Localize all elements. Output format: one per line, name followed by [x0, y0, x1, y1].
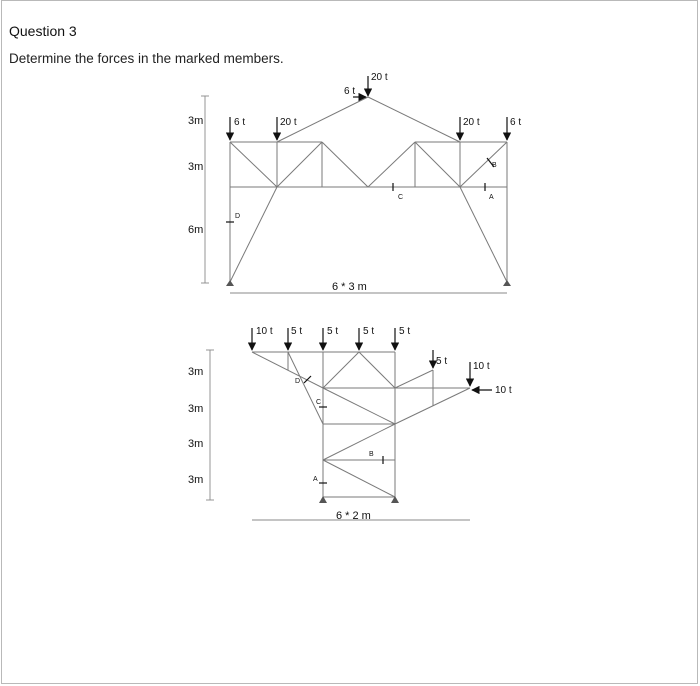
truss-2-height-2: 3m [188, 403, 204, 415]
truss-1-member-b: B [492, 162, 497, 169]
truss-1-support-left [226, 280, 234, 286]
truss-2-member-c: C [316, 399, 322, 406]
truss-2-label-load-1: 10 t [256, 326, 273, 337]
truss-2-label-right-horizontal: 10 t [495, 385, 512, 396]
truss-2-member-d: D [295, 378, 301, 385]
truss-1-height-3: 6m [188, 224, 204, 236]
truss-2-members [252, 352, 470, 497]
truss-2-label-right-1: 5 t [436, 356, 448, 367]
truss-1-member-a: A [489, 194, 494, 201]
truss-2-diagram [188, 326, 512, 522]
truss-2-section-mark-d [304, 376, 311, 383]
truss-2-label-load-2: 5 t [291, 326, 303, 337]
truss-1-span-label: 6 * 3 m [332, 281, 367, 293]
truss-2-height-1: 3m [188, 366, 204, 378]
truss-2-member-b: B [369, 451, 374, 458]
truss-1-diagram [188, 72, 521, 293]
truss-1-label-left-horizontal: 6 t [234, 117, 246, 128]
truss-2-dimension-left [206, 350, 214, 500]
truss-1-label-apex-horizontal: 6 t [344, 86, 356, 97]
truss-1-height-1: 3m [188, 115, 204, 127]
truss-2-label-load-4: 5 t [363, 326, 375, 337]
truss-2-height-4: 3m [188, 474, 204, 486]
truss-1-label-left-vertical: 20 t [280, 117, 297, 128]
truss-1-label-right-horizontal: 6 t [510, 117, 522, 128]
truss-2-label-load-3: 5 t [327, 326, 339, 337]
truss-1-member-c: C [398, 194, 404, 201]
truss-1-height-2: 3m [188, 161, 204, 173]
truss-1-support-right [503, 280, 511, 286]
truss-1-label-right-vertical: 20 t [463, 117, 480, 128]
truss-1-label-apex-vertical: 20 t [371, 72, 388, 83]
question-title: Question 3 [9, 23, 77, 39]
truss-1-member-d: D [235, 213, 241, 220]
question-prompt: Determine the forces in the marked members. [9, 51, 284, 66]
truss-2-height-3: 3m [188, 438, 204, 450]
truss-2-member-a: A [313, 476, 318, 483]
truss-2-label-right-2: 10 t [473, 361, 490, 372]
truss-2-span-label: 6 * 2 m [336, 510, 371, 522]
truss-2-label-load-5: 5 t [399, 326, 411, 337]
